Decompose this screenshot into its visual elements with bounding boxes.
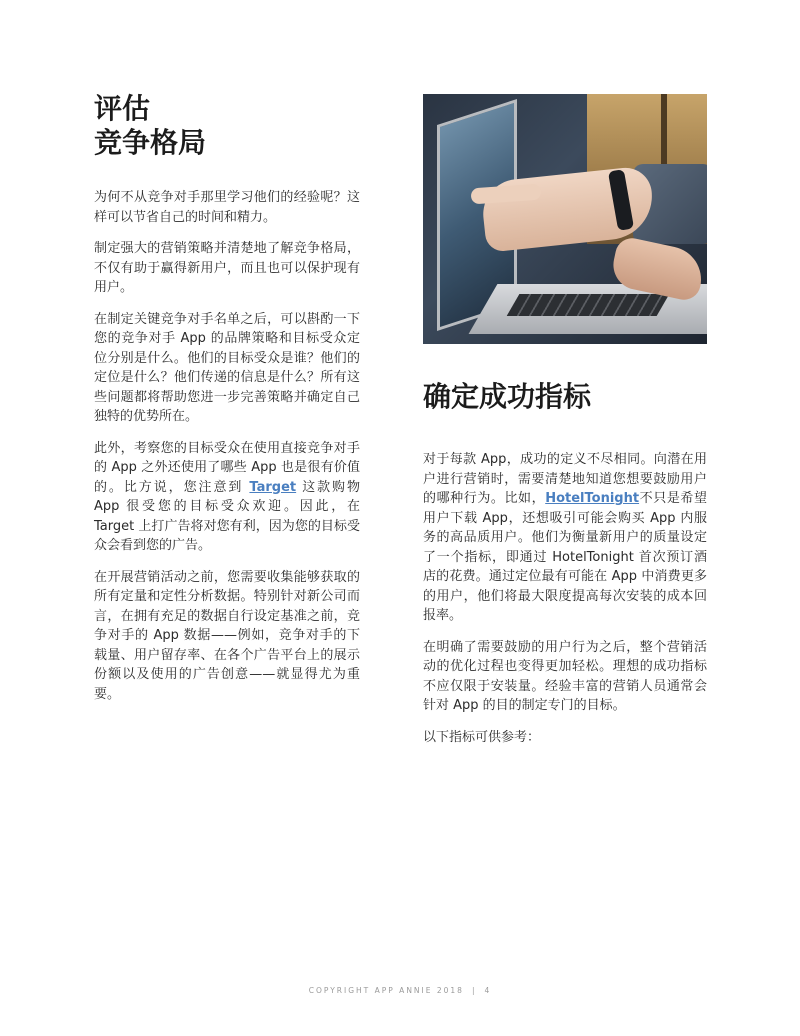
- footer-separator: |: [471, 986, 477, 995]
- laptop-photo: [423, 94, 707, 344]
- paragraph-4-text-a: 此外，考察您的目标受众在使用直接竞争对手的 App 之外还使用了哪些 App 也是很有价值的。比方说，您注意到: [94, 440, 360, 495]
- right-column: [423, 94, 707, 759]
- paragraph-5: 在开展营销活动之前，您需要收集能够获取的所有定量和定性分析数据。特别针对新公司而言，在拥有充足的数据自行设定基准之前，竞争对手的 App 数据——例如，竞争对手的下载量、用户留存率、在各个广告平台上的展示份额以及使用的广告创意——就显得尤为重要。: [94, 569, 360, 702]
- paragraph-3: 在制定关键竞争对手名单之后，可以斟酌一下您的竞争对手 App 的品牌策略和目标受众定位分别是什么。他们的目标受众是谁？他们的定位是什么？他们传递的信息是什么？所有这些问题都将帮助您进一步完善策略并确定自己独特的优势所在。: [94, 311, 360, 424]
- metrics-paragraph-1: [423, 450, 707, 626]
- footer-page-number: 4: [484, 986, 492, 995]
- page-footer: [0, 986, 800, 995]
- paragraph-4: [94, 439, 360, 556]
- metrics-paragraph-1-text-b: 不只是希望用户下载 App，还想吸引可能会购买 App 内服务的高品质用户。他们为衡量新用户的质量设定了一个指标，即通过 HotelTonight 首次预订酒店的花费。通过定位最有可能在 App 中消费更多的用户，他们将最大限度提高每次安装的成本回报率。: [423, 491, 707, 623]
- hoteltonight-link[interactable]: HotelTonight: [545, 491, 640, 506]
- paragraph-2: 制定强大的营销策略并清楚地了解竞争格局，不仅有助于赢得新用户，而且也可以保护现有用户。: [94, 241, 360, 295]
- section-title-evaluate: [94, 92, 360, 160]
- footer-copyright: COPYRIGHT APP ANNIE 2018: [308, 986, 464, 995]
- title-line-1: 评估: [94, 92, 151, 125]
- metrics-paragraph-3: 以下指标可供参考：: [423, 729, 541, 745]
- title-line-2: 竞争格局: [94, 126, 207, 159]
- photo-keyboard-keys: [507, 294, 670, 316]
- metrics-paragraph-1-text-a: 对于每款 App，成功的定义不尽相同。向潜在用户进行营销时，需要清楚地知道您想要鼓励用户的哪种行为。比如，: [423, 452, 707, 506]
- paragraph-4-text-b: 这款购物 App 很受您的目标受众欢迎。因此，在 Target 上打广告将对您有利，因为您的目标受众会看到您的广告。: [94, 479, 360, 553]
- left-column: [94, 92, 360, 716]
- target-link[interactable]: Target: [249, 479, 297, 495]
- section-title-metrics: 确定成功指标: [423, 380, 592, 413]
- metrics-paragraph-2: 在明确了需要鼓励的用户行为之后，整个营销活动的优化过程也变得更加轻松。理想的成功指标不应仅限于安装量。经验丰富的营销人员通常会针对 App 的目的制定专门的目标。: [423, 639, 707, 713]
- paragraph-1: 为何不从竞争对手那里学习他们的经验呢？这样可以节省自己的时间和精力。: [94, 190, 360, 225]
